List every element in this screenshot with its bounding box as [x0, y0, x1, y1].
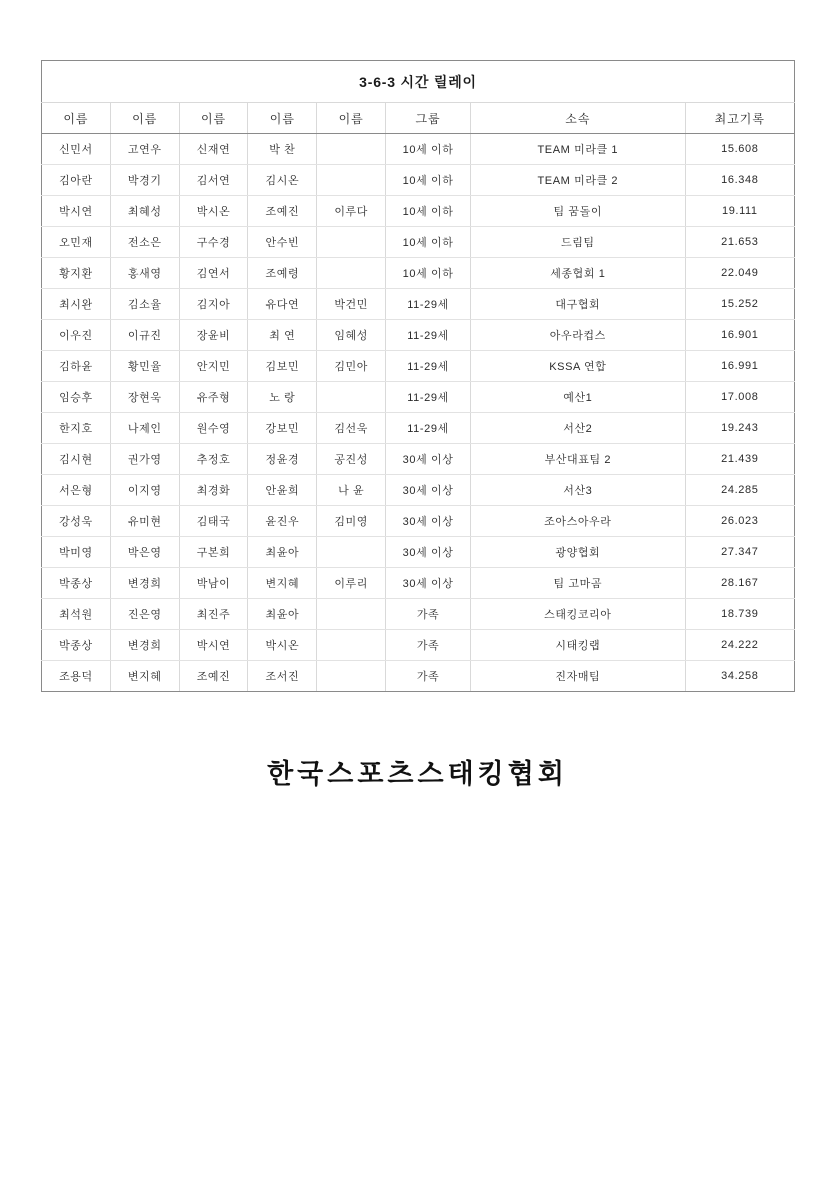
- table-row: [42, 661, 795, 692]
- cell-group: 11-29세: [386, 382, 471, 413]
- cell-team: 예산1: [471, 382, 686, 413]
- cell-team: 아우라컵스: [471, 320, 686, 351]
- cell-team: TEAM 미라클 2: [471, 165, 686, 196]
- table-row: [42, 134, 795, 165]
- cell-name-3: 구본희: [179, 537, 248, 568]
- cell-team: 서산3: [471, 475, 686, 506]
- cell-name-2: 이지영: [110, 475, 179, 506]
- cell-team: 팀 꿈돌이: [471, 196, 686, 227]
- cell-name-3: 신재연: [179, 134, 248, 165]
- cell-name-4: 최윤아: [248, 599, 317, 630]
- cell-group: 30세 이상: [386, 475, 471, 506]
- cell-name-2: 황민율: [110, 351, 179, 382]
- table-row: [42, 320, 795, 351]
- cell-name-3: 추정호: [179, 444, 248, 475]
- cell-name-2: 홍새영: [110, 258, 179, 289]
- cell-name-1: 박미영: [42, 537, 111, 568]
- cell-record: 27.347: [685, 537, 794, 568]
- cell-team: 스태킹코리아: [471, 599, 686, 630]
- cell-name-1: 박종상: [42, 568, 111, 599]
- cell-record: 19.243: [685, 413, 794, 444]
- cell-record: 24.222: [685, 630, 794, 661]
- cell-name-2: 유미현: [110, 506, 179, 537]
- cell-record: 28.167: [685, 568, 794, 599]
- cell-name-2: 권가영: [110, 444, 179, 475]
- cell-name-4: 정윤경: [248, 444, 317, 475]
- cell-record: 34.258: [685, 661, 794, 692]
- cell-record: 26.023: [685, 506, 794, 537]
- column-header-name-1: 이름: [42, 103, 111, 134]
- table-row: [42, 289, 795, 320]
- cell-group: 30세 이상: [386, 506, 471, 537]
- cell-name-4: 윤진우: [248, 506, 317, 537]
- cell-name-2: 이규진: [110, 320, 179, 351]
- cell-name-1: 신민서: [42, 134, 111, 165]
- cell-name-5: 이루리: [317, 568, 386, 599]
- cell-record: 21.653: [685, 227, 794, 258]
- cell-name-5: [317, 382, 386, 413]
- cell-name-3: 조예진: [179, 661, 248, 692]
- cell-group: 11-29세: [386, 289, 471, 320]
- table-title: 3-6-3 시간 릴레이: [42, 61, 795, 103]
- cell-name-4: 김시온: [248, 165, 317, 196]
- table-row: [42, 196, 795, 227]
- cell-name-2: 전소은: [110, 227, 179, 258]
- cell-group: 10세 이하: [386, 134, 471, 165]
- table-title-row: [42, 61, 795, 103]
- table-row: [42, 444, 795, 475]
- table-row: [42, 568, 795, 599]
- cell-name-3: 최경화: [179, 475, 248, 506]
- cell-name-2: 변경희: [110, 568, 179, 599]
- cell-name-3: 김지아: [179, 289, 248, 320]
- cell-name-3: 안지민: [179, 351, 248, 382]
- table-header-row: [42, 103, 795, 134]
- table-row: [42, 227, 795, 258]
- cell-name-4: 김보민: [248, 351, 317, 382]
- relay-results-table: [41, 60, 795, 692]
- cell-name-3: 김태국: [179, 506, 248, 537]
- cell-name-2: 나제인: [110, 413, 179, 444]
- cell-name-5: [317, 661, 386, 692]
- cell-name-1: 한지호: [42, 413, 111, 444]
- cell-name-3: 장윤비: [179, 320, 248, 351]
- cell-name-5: [317, 134, 386, 165]
- cell-name-1: 조용덕: [42, 661, 111, 692]
- cell-name-2: 김소율: [110, 289, 179, 320]
- table-row: [42, 475, 795, 506]
- cell-group: 30세 이상: [386, 568, 471, 599]
- cell-name-5: 김민아: [317, 351, 386, 382]
- cell-name-4: 안윤희: [248, 475, 317, 506]
- cell-name-4: 유다연: [248, 289, 317, 320]
- cell-record: 21.439: [685, 444, 794, 475]
- cell-name-4: 조예령: [248, 258, 317, 289]
- cell-name-2: 변경희: [110, 630, 179, 661]
- table-row: [42, 630, 795, 661]
- cell-name-1: 최석원: [42, 599, 111, 630]
- cell-record: 16.901: [685, 320, 794, 351]
- cell-name-3: 박시온: [179, 196, 248, 227]
- cell-name-1: 임승후: [42, 382, 111, 413]
- organization-title: 한국스포츠스태킹협회: [267, 759, 568, 789]
- cell-name-1: 박종상: [42, 630, 111, 661]
- cell-name-3: 원수영: [179, 413, 248, 444]
- cell-name-4: 박 찬: [248, 134, 317, 165]
- column-header-name-4: 이름: [248, 103, 317, 134]
- cell-record: 15.608: [685, 134, 794, 165]
- table-row: [42, 351, 795, 382]
- cell-name-4: 강보민: [248, 413, 317, 444]
- cell-group: 30세 이상: [386, 444, 471, 475]
- cell-record: 16.348: [685, 165, 794, 196]
- cell-group: 가족: [386, 630, 471, 661]
- cell-name-2: 장현욱: [110, 382, 179, 413]
- cell-record: 24.285: [685, 475, 794, 506]
- cell-record: 18.739: [685, 599, 794, 630]
- cell-name-1: 서은형: [42, 475, 111, 506]
- cell-name-4: 박시온: [248, 630, 317, 661]
- cell-name-5: 이루다: [317, 196, 386, 227]
- column-header-name-5: 이름: [317, 103, 386, 134]
- column-header-name-3: 이름: [179, 103, 248, 134]
- cell-name-5: 임혜성: [317, 320, 386, 351]
- cell-name-5: 박건민: [317, 289, 386, 320]
- cell-name-1: 이우진: [42, 320, 111, 351]
- column-header-name-2: 이름: [110, 103, 179, 134]
- cell-name-1: 최시완: [42, 289, 111, 320]
- cell-name-1: 박시연: [42, 196, 111, 227]
- cell-record: 16.991: [685, 351, 794, 382]
- cell-name-1: 황지환: [42, 258, 111, 289]
- cell-team: 세종협회 1: [471, 258, 686, 289]
- cell-name-1: 김아란: [42, 165, 111, 196]
- cell-team: TEAM 미라클 1: [471, 134, 686, 165]
- cell-name-4: 최 연: [248, 320, 317, 351]
- cell-name-3: 김서연: [179, 165, 248, 196]
- table-row: [42, 413, 795, 444]
- table-row: [42, 382, 795, 413]
- cell-name-5: [317, 537, 386, 568]
- cell-team: 부산대표팀 2: [471, 444, 686, 475]
- table-row: [42, 506, 795, 537]
- cell-name-1: 김시현: [42, 444, 111, 475]
- cell-record: 17.008: [685, 382, 794, 413]
- cell-group: 11-29세: [386, 320, 471, 351]
- cell-team: 팀 고마곰: [471, 568, 686, 599]
- cell-name-4: 최윤아: [248, 537, 317, 568]
- cell-team: 진자매팀: [471, 661, 686, 692]
- cell-name-4: 노 랑: [248, 382, 317, 413]
- cell-name-5: 나 윤: [317, 475, 386, 506]
- cell-name-5: 김미영: [317, 506, 386, 537]
- cell-group: 가족: [386, 599, 471, 630]
- cell-group: 10세 이하: [386, 196, 471, 227]
- cell-group: 가족: [386, 661, 471, 692]
- cell-team: 드림팀: [471, 227, 686, 258]
- cell-name-1: 오민재: [42, 227, 111, 258]
- cell-name-5: 김선욱: [317, 413, 386, 444]
- table-row: [42, 258, 795, 289]
- cell-name-1: 김하윤: [42, 351, 111, 382]
- cell-name-3: 박시연: [179, 630, 248, 661]
- cell-name-4: 조서진: [248, 661, 317, 692]
- cell-name-2: 진은영: [110, 599, 179, 630]
- cell-group: 10세 이하: [386, 258, 471, 289]
- table-row: [42, 537, 795, 568]
- cell-team: 시태킹랩: [471, 630, 686, 661]
- cell-name-2: 박경기: [110, 165, 179, 196]
- cell-name-3: 최진주: [179, 599, 248, 630]
- cell-name-5: [317, 258, 386, 289]
- cell-name-4: 변지혜: [248, 568, 317, 599]
- cell-name-4: 조예진: [248, 196, 317, 227]
- cell-name-5: [317, 227, 386, 258]
- cell-name-3: 박남이: [179, 568, 248, 599]
- column-header-group: 그룹: [386, 103, 471, 134]
- cell-team: 조아스아우라: [471, 506, 686, 537]
- column-header-record: 최고기록: [685, 103, 794, 134]
- cell-name-4: 안수빈: [248, 227, 317, 258]
- cell-team: 서산2: [471, 413, 686, 444]
- table-body: [42, 61, 795, 692]
- column-header-team: 소속: [471, 103, 686, 134]
- cell-name-5: [317, 599, 386, 630]
- table-row: [42, 599, 795, 630]
- cell-group: 10세 이하: [386, 227, 471, 258]
- table-row: [42, 165, 795, 196]
- cell-record: 19.111: [685, 196, 794, 227]
- cell-name-2: 최혜성: [110, 196, 179, 227]
- cell-team: 대구협회: [471, 289, 686, 320]
- cell-name-2: 고연우: [110, 134, 179, 165]
- cell-team: 광양협회: [471, 537, 686, 568]
- cell-name-5: [317, 630, 386, 661]
- cell-name-3: 유주형: [179, 382, 248, 413]
- cell-name-5: [317, 165, 386, 196]
- cell-group: 10세 이하: [386, 165, 471, 196]
- cell-name-3: 김연서: [179, 258, 248, 289]
- cell-name-1: 강성욱: [42, 506, 111, 537]
- relay-results-table-container: [41, 60, 795, 692]
- cell-record: 22.049: [685, 258, 794, 289]
- cell-group: 11-29세: [386, 413, 471, 444]
- cell-name-2: 박은영: [110, 537, 179, 568]
- cell-group: 30세 이상: [386, 537, 471, 568]
- cell-name-2: 변지혜: [110, 661, 179, 692]
- cell-record: 15.252: [685, 289, 794, 320]
- cell-name-3: 구수경: [179, 227, 248, 258]
- cell-name-5: 공진성: [317, 444, 386, 475]
- cell-group: 11-29세: [386, 351, 471, 382]
- cell-team: KSSA 연합: [471, 351, 686, 382]
